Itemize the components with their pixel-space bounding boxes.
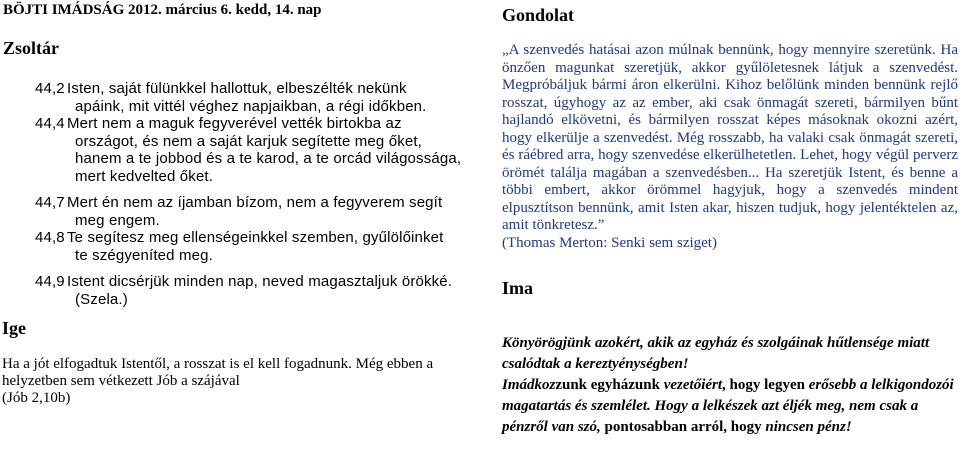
- ima-paragraph-1: Könyörögjünk azokért, akik az egyház és szolgáinak hűtlensége miatt csalódtak a kereztyénységben!: [502, 335, 930, 372]
- page-header: BÖJTI IMÁDSÁG 2012. március 6. kedd, 14. nap: [3, 2, 322, 18]
- verse-text: Mert én nem az íjamban bízom, nem a fegyverem segít: [67, 194, 443, 211]
- verse-text-cont: te szégyeníted meg.: [75, 246, 213, 264]
- gondolat-source: (Thomas Merton: Senki sem sziget): [502, 234, 717, 251]
- psalm-verses: [35, 80, 465, 317]
- psalm-verse: [35, 80, 465, 115]
- ima-text-part: nincsen pénz!: [765, 419, 852, 435]
- gondolat-quote: [502, 42, 958, 252]
- ima-text-part: vezetőiért: [663, 377, 723, 393]
- ige-text-block: [2, 356, 457, 407]
- ige-reference: (Jób 2,10b): [2, 390, 71, 406]
- psalm-verse: [35, 115, 465, 185]
- verse-text: Isten, saját fülünkkel hallottuk, elbeszélték nekünk: [67, 80, 407, 97]
- ima-title: Ima: [502, 278, 533, 298]
- ima-text-part: , hogy legyen: [722, 377, 809, 393]
- verse-text-cont: (Szela.): [75, 290, 128, 308]
- ima-text-part: erősebb a lelkigondozói magatartás és szemlélet. Hogy a lelkészek azt éljék meg,: [502, 377, 954, 414]
- psalm-verse: [35, 229, 465, 264]
- psalm-verse: [35, 273, 465, 308]
- verse-text-cont: apáink, mit vittél véghez napjaikban, a régi időkben.: [75, 97, 427, 115]
- ima-text-part: Imádkoz: [502, 377, 556, 393]
- verse-text-cont: meg engem.: [75, 211, 160, 229]
- ima-text-part: pontosabban arról, hogy: [604, 419, 766, 435]
- verse-number: 44,4: [35, 115, 65, 132]
- ima-text-part: nem csak a pénzről van szó,: [502, 398, 919, 435]
- verse-number: 44,2: [35, 80, 65, 97]
- verse-number: 44,7: [35, 194, 65, 211]
- psalm-title: Zsoltár: [3, 38, 59, 58]
- verse-number: 44,9: [35, 273, 65, 290]
- psalm-verse: [35, 194, 465, 229]
- verse-text-cont: országot, és nem a saját karjuk segítette meg őket, hanem a te jobbod és a te karod, a te orcád világossága, mert kedvelted őket.: [75, 132, 462, 185]
- gondolat-text: „A szenvedés hatásai azon múlnak bennünk, hogy mennyire szeretünk. Ha önzően magunkat szeretjük, akkor gyűlöletesnek látjuk a szenvedést. Megpróbáljuk bármi áron elkerülni. Kihoz belőlünk minden bennünk rejlő rosszat, úgyhogy az az ember, aki csak önmagát szereti, bármilyen bűnt hajlandó elkövetni, és bármilyen rosszat képes másoknak okozni azért, hogy elkerülje a szenvedést. Még rosszabb, ha valaki csak önmagát szereti, és ráébred arra, hogy szenvedése elkerülhetetlen. Lehet, hogy végül perverz örömét találja magában a szenvedésben... Ha szeretjük Istent, és benne a többi embert, akkor örömmel hagyjuk, hogy a szenvedés mindent elpusztítson bennünk, amit Isten akar, hiszen tudjuk, hogy jelentéktelen az, amit tönkretesz.”: [502, 42, 958, 233]
- ige-text: Ha a jót elfogadtuk Istentől, a rosszat is el kell fogadnunk. Még ebben a helyzetben sem vétkezett Jób a szájával: [2, 356, 434, 389]
- gondolat-title: Gondolat: [502, 5, 575, 25]
- verse-text: Te segítesz meg ellenségeinkkel szemben, gyűlölőinket: [67, 229, 444, 246]
- ima-text-part: zunk egyházunk: [555, 377, 664, 393]
- verse-text: Mert nem a maguk fegyverével vették birtokba az: [67, 115, 402, 132]
- ige-title: Ige: [2, 318, 26, 338]
- ima-prayer: [502, 333, 958, 438]
- verse-text: Istent dicsérjük minden nap, neved magasztaljuk örökké.: [67, 273, 453, 290]
- verse-number: 44,8: [35, 229, 65, 246]
